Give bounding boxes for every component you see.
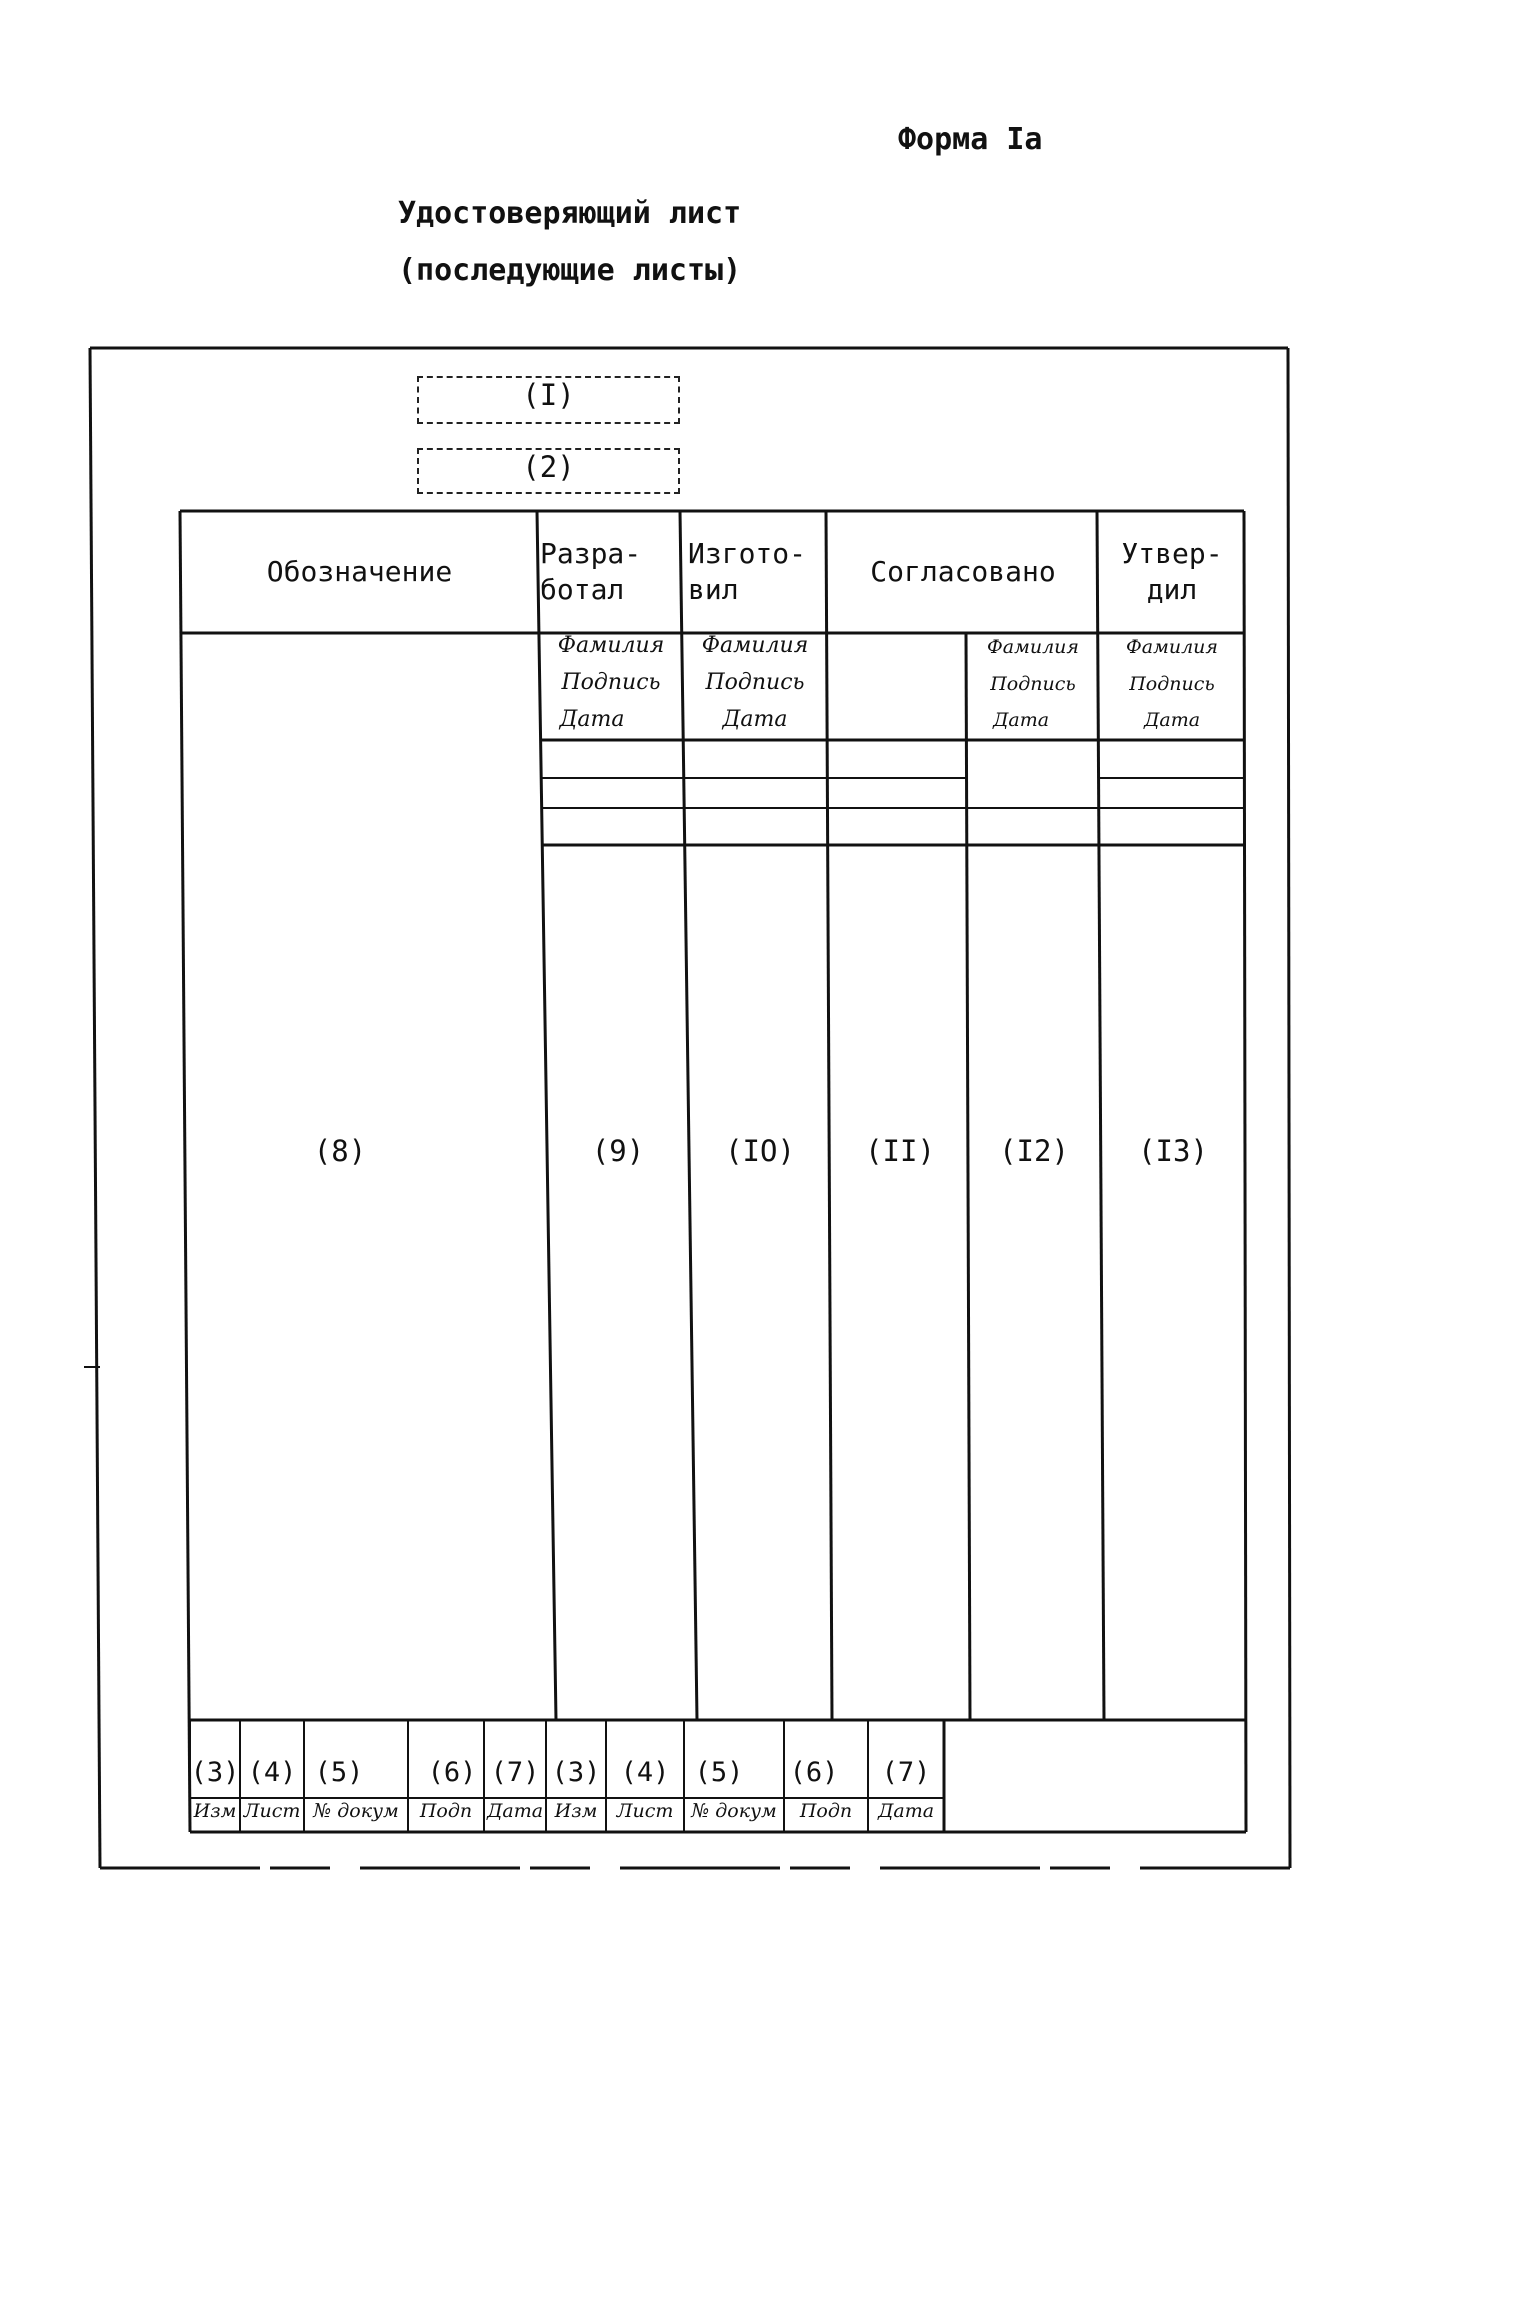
strip-number: (6)	[789, 1757, 839, 1788]
sign-label-date: Дата	[559, 707, 625, 732]
strip-number: (7)	[490, 1757, 540, 1788]
dashed-field-2-label: (2)	[522, 450, 575, 484]
strip-number: (3)	[551, 1757, 601, 1788]
document-subtitle: (последующие листы)	[398, 253, 742, 288]
sign-label-signature: Подпись	[1129, 673, 1215, 695]
strip-number: (7)	[881, 1757, 931, 1788]
strip-label: Подп	[799, 1800, 853, 1822]
column-number-8: (8)	[313, 1134, 367, 1168]
sign-label-surname: Фамилия	[1125, 636, 1218, 658]
strip-label: Лист	[616, 1800, 674, 1822]
form-label: Форма Iа	[898, 122, 1043, 157]
strip-label: Дата	[877, 1800, 935, 1822]
sign-label-surname: Фамилия	[701, 633, 809, 658]
header-agreed: Согласовано	[870, 554, 1056, 588]
strip-label: Изм	[193, 1800, 237, 1822]
sign-label-signature: Подпись	[990, 673, 1076, 695]
header-approved: Утвер- дил	[1121, 536, 1223, 606]
column-number-13: (I3)	[1138, 1134, 1208, 1168]
strip-label: № докум	[691, 1800, 777, 1822]
strip-label: Дата	[486, 1800, 544, 1822]
document-title: Удостоверяющий лист	[398, 196, 742, 231]
header-developed: Разра- ботал	[540, 536, 642, 606]
strip-number: (5)	[694, 1757, 744, 1788]
column-number-12: (I2)	[999, 1134, 1069, 1168]
column-number-9: (9)	[591, 1134, 645, 1168]
sign-label-surname: Фамилия	[557, 633, 665, 658]
sign-label-surname: Фамилия	[986, 636, 1079, 658]
column-number-11: (II)	[865, 1134, 935, 1168]
sign-label-date: Дата	[1143, 709, 1201, 731]
strip-label: № докум	[313, 1800, 399, 1822]
sign-label-date: Дата	[992, 709, 1050, 731]
sign-label-signature: Подпись	[705, 670, 805, 695]
sign-label-date: Дата	[722, 707, 788, 732]
header-designation: Обозначение	[266, 554, 453, 588]
strip-label: Изм	[554, 1800, 598, 1822]
strip-number: (6)	[427, 1757, 477, 1788]
strip-number: (4)	[620, 1757, 670, 1788]
dashed-field-1-label: (I)	[522, 378, 575, 412]
sign-label-signature: Подпись	[561, 670, 661, 695]
strip-number: (3)	[190, 1757, 240, 1788]
strip-label: Подп	[419, 1800, 473, 1822]
header-manufactured: Изгото- вил	[688, 536, 807, 606]
strip-label: Лист	[243, 1800, 301, 1822]
column-number-10: (IO)	[725, 1134, 795, 1168]
strip-number: (5)	[314, 1757, 364, 1788]
strip-number: (4)	[247, 1757, 297, 1788]
